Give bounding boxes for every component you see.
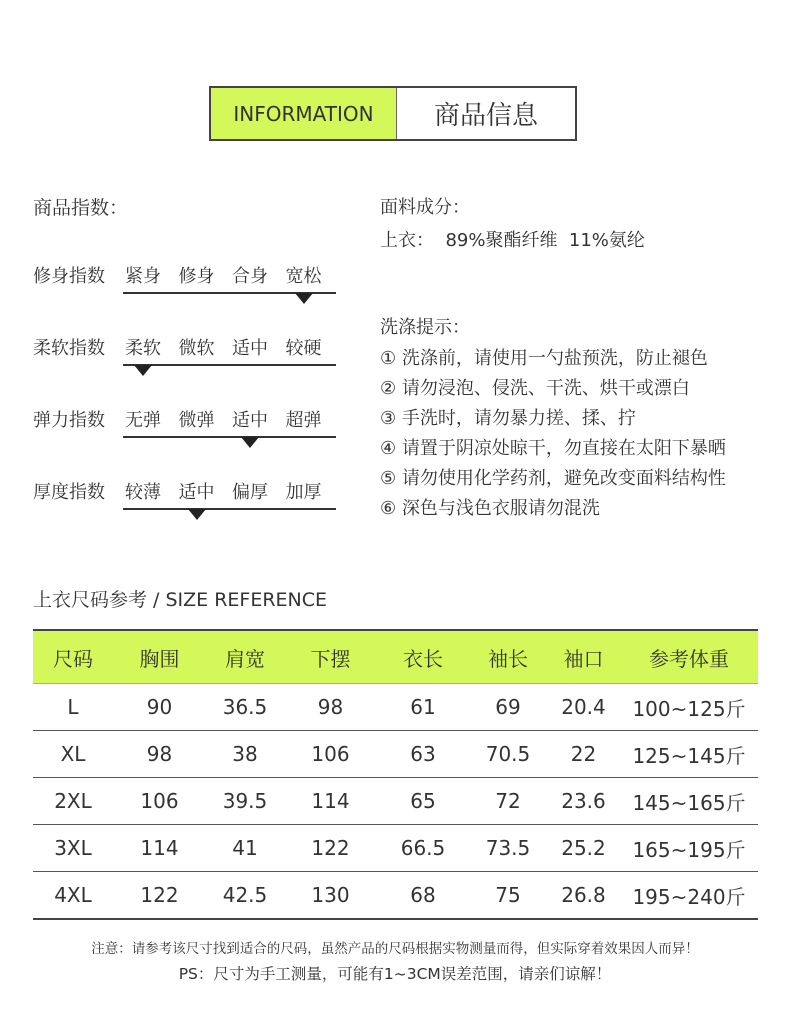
table-cell: 38 — [206, 731, 284, 778]
table-cell: 68 — [377, 872, 469, 920]
measurement-note: PS：尺寸为手工测量，可能有1~3CM误差范围，请亲们谅解！ — [178, 965, 612, 983]
fabric-composition: 上衣： 89%聚酯纤维 11%氨纶 — [380, 230, 645, 251]
index-option: 超弹 — [285, 410, 322, 431]
table-cell: L — [33, 684, 113, 731]
table-cell: 42.5 — [206, 872, 284, 920]
index-option: 修身 — [178, 266, 215, 287]
index-row-fit — [33, 262, 343, 302]
size-note: 注意：请参考该尺寸找到适合的尺码，虽然产品的尺码根据实物测量而得，但实际穿着效果因人而异！ — [91, 941, 699, 957]
table-cell: 90 — [113, 684, 206, 731]
index-scale-line — [123, 508, 336, 510]
table-cell: 66.5 — [377, 825, 469, 872]
table-cell: 165~195斤 — [620, 825, 758, 872]
table-row — [33, 872, 758, 920]
index-options — [125, 262, 339, 288]
table-cell: 2XL — [33, 778, 113, 825]
table-cell: 26.8 — [547, 872, 620, 920]
table-cell: 73.5 — [469, 825, 547, 872]
table-cell: 22 — [547, 731, 620, 778]
washing-item: ⑥ 深色与浅色衣服请勿混洗 — [380, 498, 600, 519]
table-cell: 4XL — [33, 872, 113, 920]
column-header: 袖长 — [469, 630, 547, 684]
table-row — [33, 684, 758, 731]
fabric-title: 面料成分： — [380, 197, 470, 218]
index-row-thickness — [33, 478, 343, 518]
column-header: 袖口 — [547, 630, 620, 684]
index-marker-icon — [295, 293, 313, 304]
column-header: 下摆 — [284, 630, 377, 684]
table-cell: 114 — [113, 825, 206, 872]
index-option: 微弹 — [178, 410, 215, 431]
table-cell: 39.5 — [206, 778, 284, 825]
table-cell: 20.4 — [547, 684, 620, 731]
table-header-row — [33, 630, 758, 684]
index-option: 无弹 — [125, 410, 161, 431]
table-cell: XL — [33, 731, 113, 778]
index-row-softness — [33, 334, 343, 374]
washing-item: ⑤ 请勿使用化学药剂，避免改变面料结构性 — [380, 468, 726, 489]
index-label: 厚度指数 — [33, 482, 105, 503]
washing-item: ③ 手洗时，请勿暴力搓、揉、拧 — [380, 408, 636, 429]
table-cell: 122 — [284, 825, 377, 872]
index-option: 加厚 — [285, 482, 322, 503]
table-cell: 23.6 — [547, 778, 620, 825]
column-header: 衣长 — [377, 630, 469, 684]
table-cell: 75 — [469, 872, 547, 920]
index-scale-line — [123, 364, 336, 366]
table-cell: 63 — [377, 731, 469, 778]
indices-title: 商品指数： — [33, 197, 129, 219]
index-options — [125, 334, 339, 360]
table-cell: 114 — [284, 778, 377, 825]
index-option: 适中 — [232, 338, 268, 359]
index-option: 微软 — [178, 338, 215, 359]
table-cell: 106 — [113, 778, 206, 825]
index-label: 弹力指数 — [33, 410, 105, 431]
table-cell: 195~240斤 — [620, 872, 758, 920]
table-cell: 130 — [284, 872, 377, 920]
index-marker-icon — [134, 365, 152, 376]
index-option: 柔软 — [125, 338, 161, 359]
table-cell: 65 — [377, 778, 469, 825]
table-cell: 125~145斤 — [620, 731, 758, 778]
table-cell: 70.5 — [469, 731, 547, 778]
column-header: 参考体重 — [620, 630, 758, 684]
index-options — [125, 478, 339, 504]
table-cell: 145~165斤 — [620, 778, 758, 825]
information-header — [209, 86, 577, 141]
index-label: 柔软指数 — [33, 338, 105, 359]
size-table — [33, 629, 758, 920]
table-cell: 106 — [284, 731, 377, 778]
index-scale-line — [123, 436, 336, 438]
table-cell: 100~125斤 — [620, 684, 758, 731]
table-cell: 98 — [284, 684, 377, 731]
table-cell: 72 — [469, 778, 547, 825]
index-option: 适中 — [178, 482, 215, 503]
index-option: 较硬 — [285, 338, 322, 359]
washing-item: ④ 请置于阴凉处晾干，勿直接在太阳下暴晒 — [380, 438, 726, 459]
index-option: 宽松 — [285, 266, 322, 287]
table-row — [33, 778, 758, 825]
index-marker-icon — [188, 509, 206, 520]
size-reference-title: 上衣尺码参考 / SIZE REFERENCE — [33, 589, 328, 611]
table-cell: 98 — [113, 731, 206, 778]
index-option: 适中 — [232, 410, 268, 431]
table-row — [33, 731, 758, 778]
table-cell: 3XL — [33, 825, 113, 872]
header-en-label: INFORMATION — [211, 88, 397, 139]
table-cell: 69 — [469, 684, 547, 731]
table-cell: 41 — [206, 825, 284, 872]
column-header: 肩宽 — [206, 630, 284, 684]
column-header: 胸围 — [113, 630, 206, 684]
washing-title: 洗涤提示： — [380, 317, 470, 338]
table-cell: 36.5 — [206, 684, 284, 731]
index-option: 合身 — [232, 266, 268, 287]
index-option: 较薄 — [125, 482, 161, 503]
washing-list — [380, 344, 726, 524]
washing-item: ① 洗涤前，请使用一勺盐预洗，防止褪色 — [380, 348, 708, 369]
index-option: 紧身 — [125, 266, 161, 287]
table-cell: 122 — [113, 872, 206, 920]
header-zh-label: 商品信息 — [433, 101, 538, 131]
index-label: 修身指数 — [33, 266, 105, 287]
table-cell: 61 — [377, 684, 469, 731]
index-option: 偏厚 — [232, 482, 268, 503]
table-row — [33, 825, 758, 872]
table-cell: 25.2 — [547, 825, 620, 872]
index-options — [125, 406, 339, 432]
index-marker-icon — [241, 437, 259, 448]
index-row-elasticity — [33, 406, 343, 446]
washing-item: ② 请勿浸泡、侵洗、干洗、烘干或漂白 — [380, 378, 690, 399]
column-header: 尺码 — [33, 630, 113, 684]
